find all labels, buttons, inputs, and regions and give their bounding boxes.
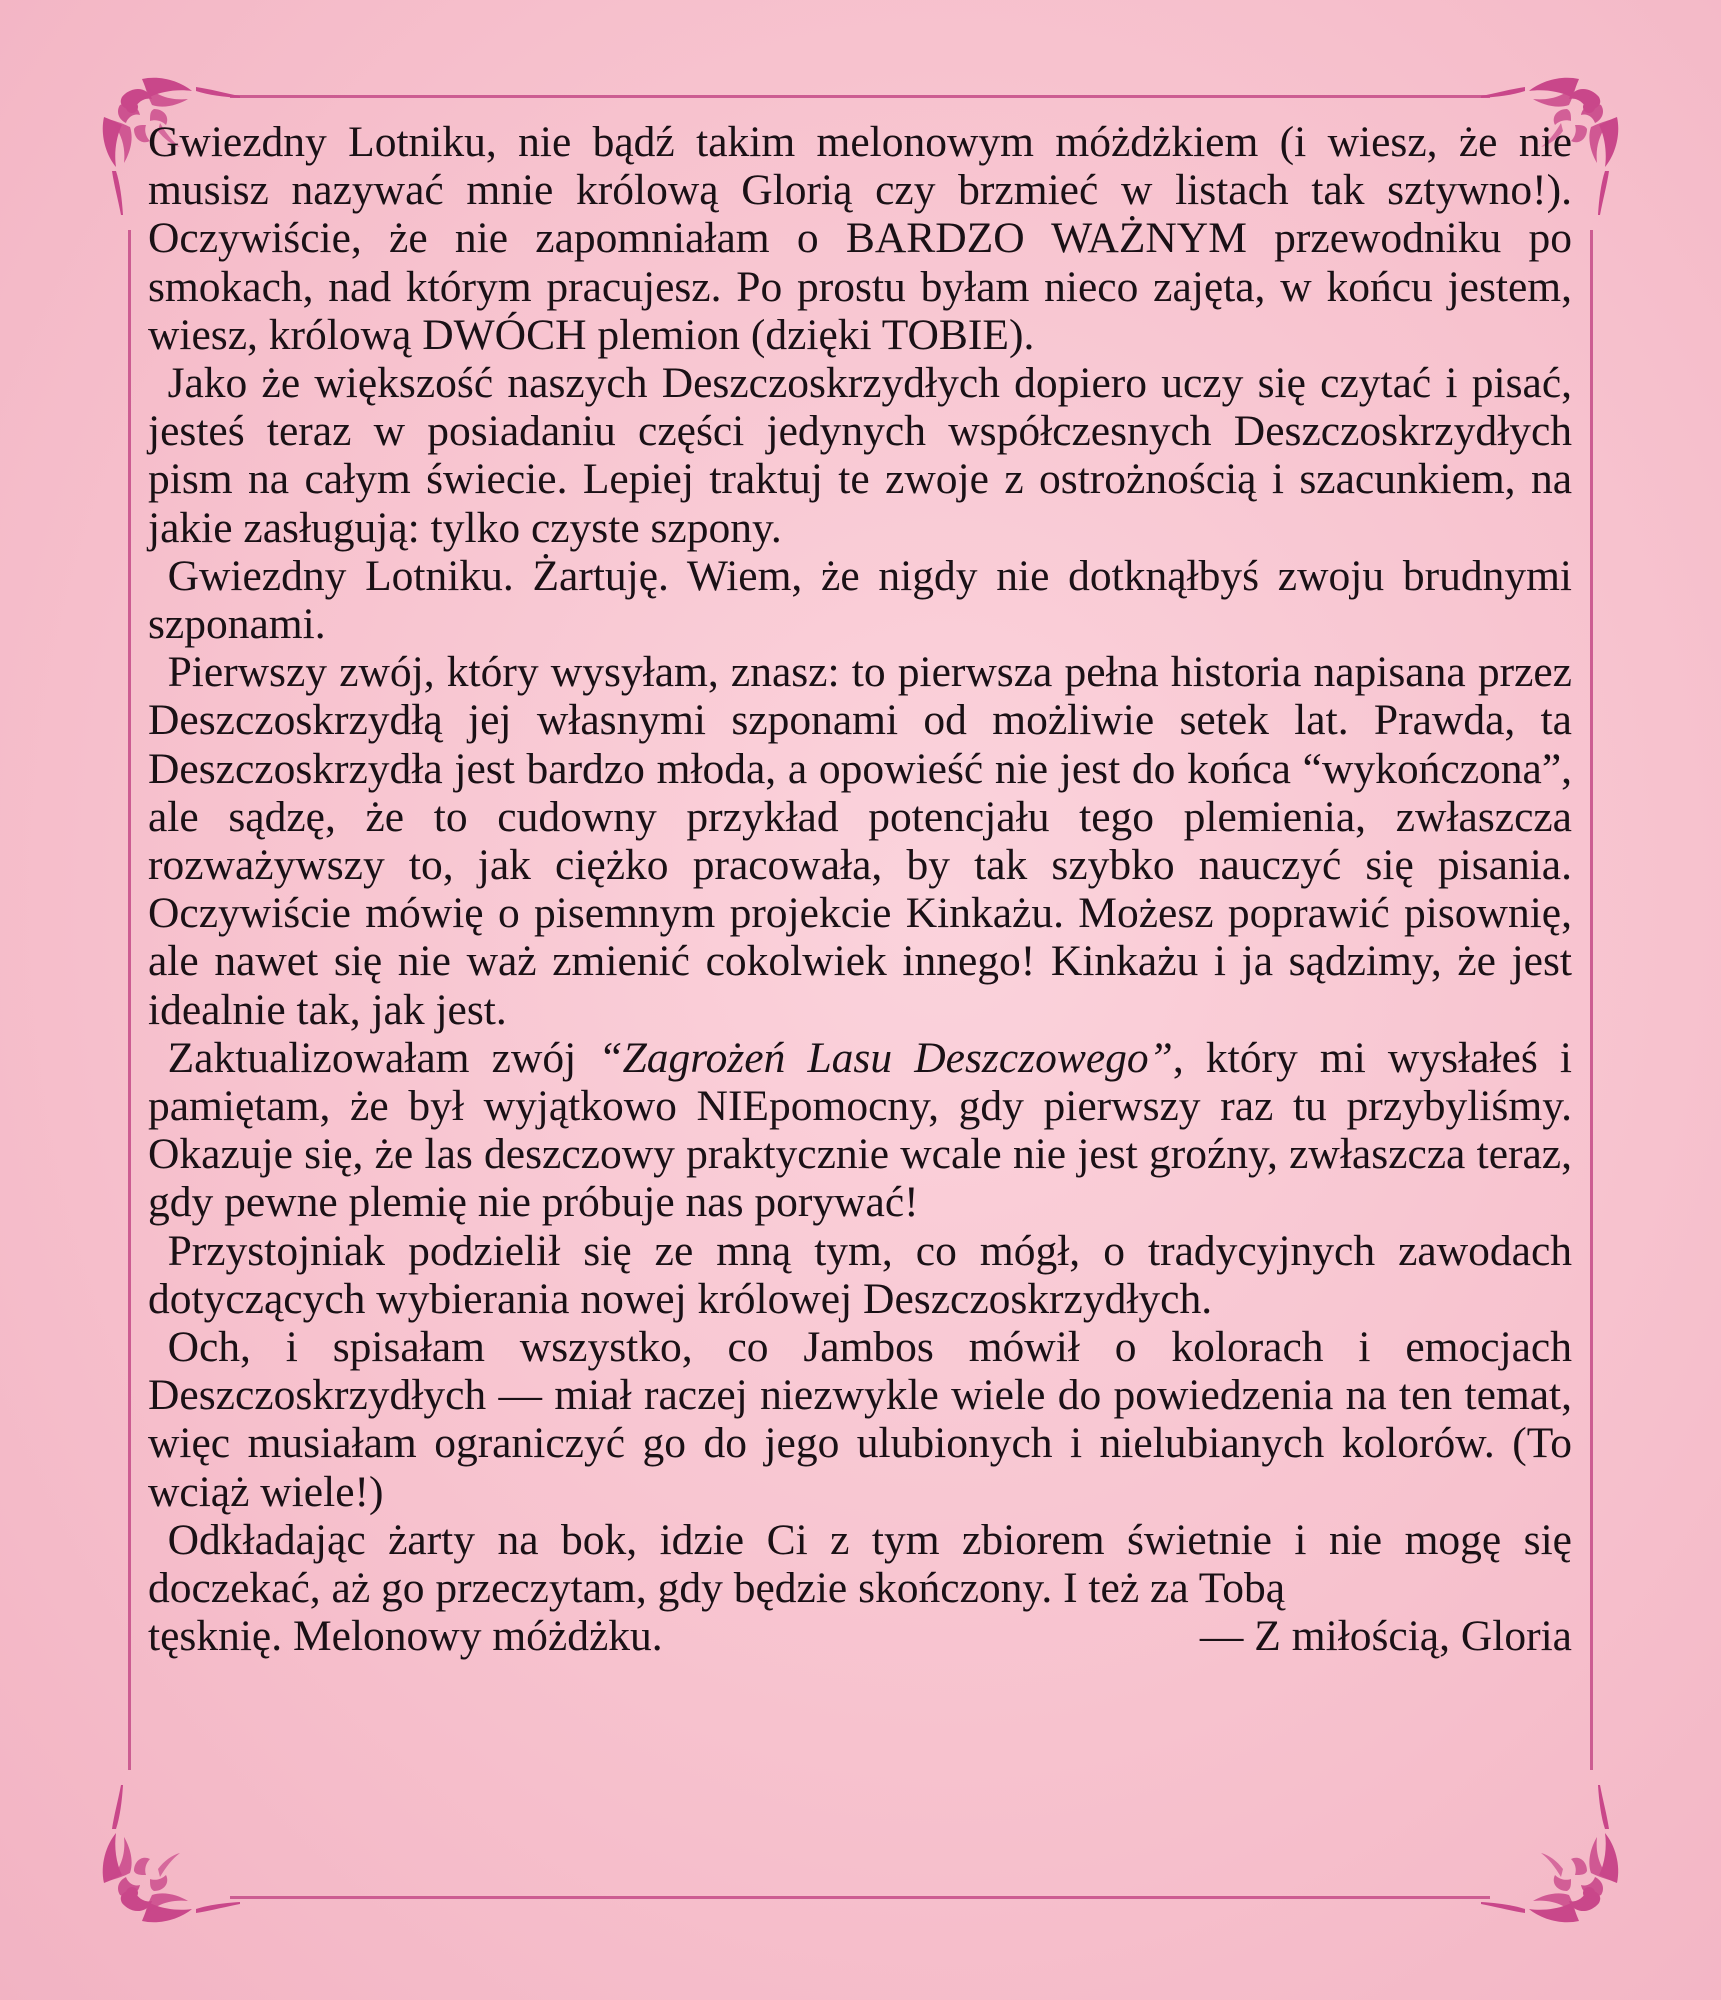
letter-paragraph-8: Odkładając żarty na bok, idzie Ci z tym zbiorem świetnie i nie mogę się doczekać, aż go przeczytam, gdy będzie skończony. I też za Tobą — [148, 1515, 1572, 1613]
frame-right-line — [1590, 230, 1593, 1770]
letter-paragraph-5 — [148, 1034, 1572, 1227]
signature: — Z miłością, Gloria — [1199, 1612, 1572, 1661]
letter-paragraph-6: Przystojniak podzielił się ze mną tym, co mógł, o tradycyjnych zawodach dotyczących wybierania nowej królowej Deszczoskrzydłych. — [148, 1226, 1572, 1323]
letter-paragraph-3: Gwiezdny Lotniku. Żartuję. Wiem, że nigdy nie dotknąłbyś zwoju brudnymi szponami. — [148, 551, 1572, 649]
letter-paragraph-4: Pierwszy zwój, który wysyłam, znasz: to pierwsza pełna historia napisana przez Deszczoskrzydłą jej własnymi szponami od możliwie setek lat. Prawda, ta Deszczoskrzydła jest bardzo młoda, a opowieść nie jest do końca “wykończona”, ale sądzę, że to cudowny przykład potencjału tego plemienia, zwłaszcza rozważywszy to, jak ciężko pracowała, by tak szybko nauczyć się pisania. Oczywiście mówię o pisemnym projekcie Kinkażu. Możesz poprawić pisownię, ale nawet się nie waż zmienić cokolwiek innego! Kinkażu i ja sądzimy, że jest idealnie tak, jak jest. — [148, 648, 1572, 1034]
letter-paragraph-1: Gwiezdny Lotniku, nie bądź takim melonowym móżdżkiem (i wiesz, że nie musisz nazywać mnie królową Glorią czy brzmieć w listach tak sztywno!). Oczywiście, że nie zapomniałam o BARDZO WAŻNYM przewodniku po smokach, nad którym pracujesz. Po prostu byłam nieco zajęta, w końcu jestem, wiesz, królową DWÓCH plemion (dzięki TOBIE). — [148, 118, 1572, 359]
letter-paragraph-5-end: , który mi wysłałeś i pamiętam, że był wyjątkowo NIEpomocny, gdy pierwszy raz tu przybyliśmy. Okazuje się, że las deszczowy praktycznie wcale nie jest groźny, zwłaszcza teraz, gdy pewne plemię nie próbuje nas porywać! — [148, 1033, 1572, 1227]
closing-text: tęsknię. Melonowy móżdżku. — [148, 1612, 663, 1661]
frame-bottom-line — [230, 1896, 1490, 1899]
frame-left-line — [128, 230, 131, 1770]
letter-paragraph-2: Jako że większość naszych Deszczoskrzydłych dopiero uczy się czytać i pisać, jesteś teraz w posiadaniu części jedynych współczesnych Deszczoskrzydłych pism na całym świecie. Lepiej traktuj te zwoje z ostrożnością i szacunkiem, na jakie zasługują: tylko czyste szpony. — [148, 359, 1572, 552]
flower-ornament-icon — [1471, 1775, 1621, 1925]
frame-top-line — [230, 95, 1490, 98]
letter-paragraph-7: Och, i spisałam wszystko, co Jambos mówił o kolorach i emocjach Deszczoskrzydłych — miał raczej niezwykle wiele do powiedzenia na ten temat, więc musiałam ograniczyć go do jego ulubionych i nielubianych kolorów. (To wciąż wiele!) — [148, 1323, 1572, 1516]
closing-line — [148, 1612, 1572, 1660]
scroll-title: “Zagrożeń Lasu Deszczowego” — [598, 1033, 1173, 1082]
flower-ornament-icon — [100, 1775, 250, 1925]
letter-paragraph-5-start: Zaktualizowałam zwój — [167, 1033, 599, 1082]
letter-body — [148, 118, 1572, 1661]
